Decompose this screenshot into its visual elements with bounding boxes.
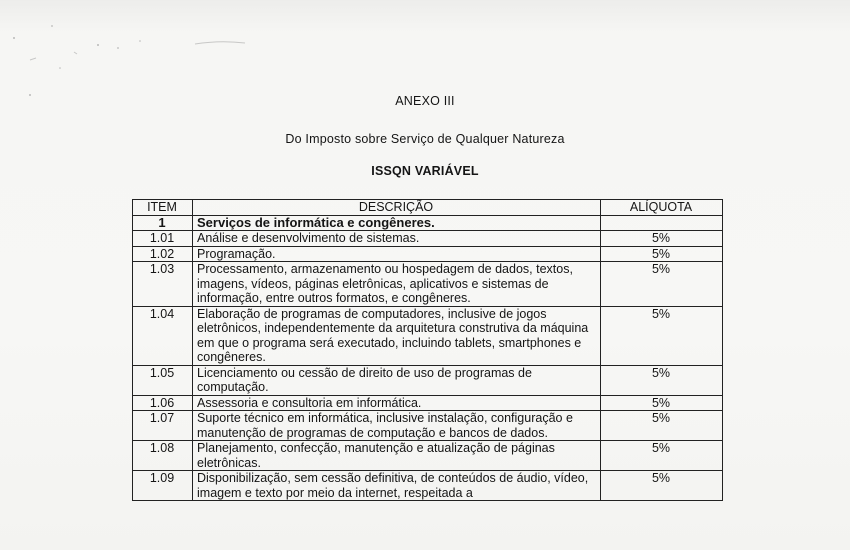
row-item-number: 1.07 xyxy=(133,411,193,441)
table-row xyxy=(133,365,723,395)
column-header-item: ITEM xyxy=(133,200,193,216)
row-item-number: 1.05 xyxy=(133,365,193,395)
row-item-number: 1.09 xyxy=(133,471,193,501)
column-header-rate: ALÍQUOTA xyxy=(601,200,723,216)
table-group-row xyxy=(133,215,723,231)
group-item-number: 1 xyxy=(133,215,193,231)
row-item-number: 1.04 xyxy=(133,306,193,365)
row-item-number: 1.02 xyxy=(133,246,193,262)
row-item-number: 1.08 xyxy=(133,441,193,471)
row-item-number: 1.06 xyxy=(133,395,193,411)
row-rate: 5% xyxy=(601,411,723,441)
row-description: Assessoria e consultoria em informática. xyxy=(193,395,601,411)
row-rate: 5% xyxy=(601,231,723,247)
row-rate: 5% xyxy=(601,262,723,307)
table-row xyxy=(133,471,723,501)
row-description: Programação. xyxy=(193,246,601,262)
row-description: Planejamento, confecção, manutenção e atualização de páginas eletrônicas. xyxy=(193,441,601,471)
table-row xyxy=(133,441,723,471)
section-title: ISSQN VARIÁVEL xyxy=(371,164,479,178)
row-item-number: 1.01 xyxy=(133,231,193,247)
row-description: Licenciamento ou cessão de direito de uso de programas de computação. xyxy=(193,365,601,395)
table-row xyxy=(133,395,723,411)
group-rate-cell xyxy=(601,215,723,231)
table-row xyxy=(133,246,723,262)
row-rate: 5% xyxy=(601,471,723,501)
row-rate: 5% xyxy=(601,395,723,411)
row-description: Suporte técnico em informática, inclusive instalação, configuração e manutenção de programas de computação e bancos de dados. xyxy=(193,411,601,441)
row-description: Disponibilização, sem cessão definitiva, de conteúdos de áudio, vídeo, imagem e texto por meio da internet, respeitada a xyxy=(193,471,601,501)
row-description: Elaboração de programas de computadores, inclusive de jogos eletrônicos, independentemente da arquitetura construtiva da máquina em que o programa será executado, incluindo tablets, smartphones e congêneres. xyxy=(193,306,601,365)
row-rate: 5% xyxy=(601,365,723,395)
service-tax-table xyxy=(132,199,723,501)
row-rate: 5% xyxy=(601,441,723,471)
table-row xyxy=(133,306,723,365)
table-row xyxy=(133,262,723,307)
row-description: Processamento, armazenamento ou hospedagem de dados, textos, imagens, vídeos, páginas eletrônicas, aplicativos e sistemas de informação, entre outros formatos, e congêneres. xyxy=(193,262,601,307)
group-description: Serviços de informática e congêneres. xyxy=(193,215,601,231)
row-description: Análise e desenvolvimento de sistemas. xyxy=(193,231,601,247)
column-header-description: DESCRIÇÃO xyxy=(193,200,601,216)
table-row xyxy=(133,411,723,441)
row-rate: 5% xyxy=(601,246,723,262)
row-rate: 5% xyxy=(601,306,723,365)
document-subtitle: Do Imposto sobre Serviço de Qualquer Natureza xyxy=(285,132,565,146)
table-header-row xyxy=(133,200,723,216)
table-row xyxy=(133,231,723,247)
row-item-number: 1.03 xyxy=(133,262,193,307)
annex-title: ANEXO III xyxy=(395,94,455,108)
